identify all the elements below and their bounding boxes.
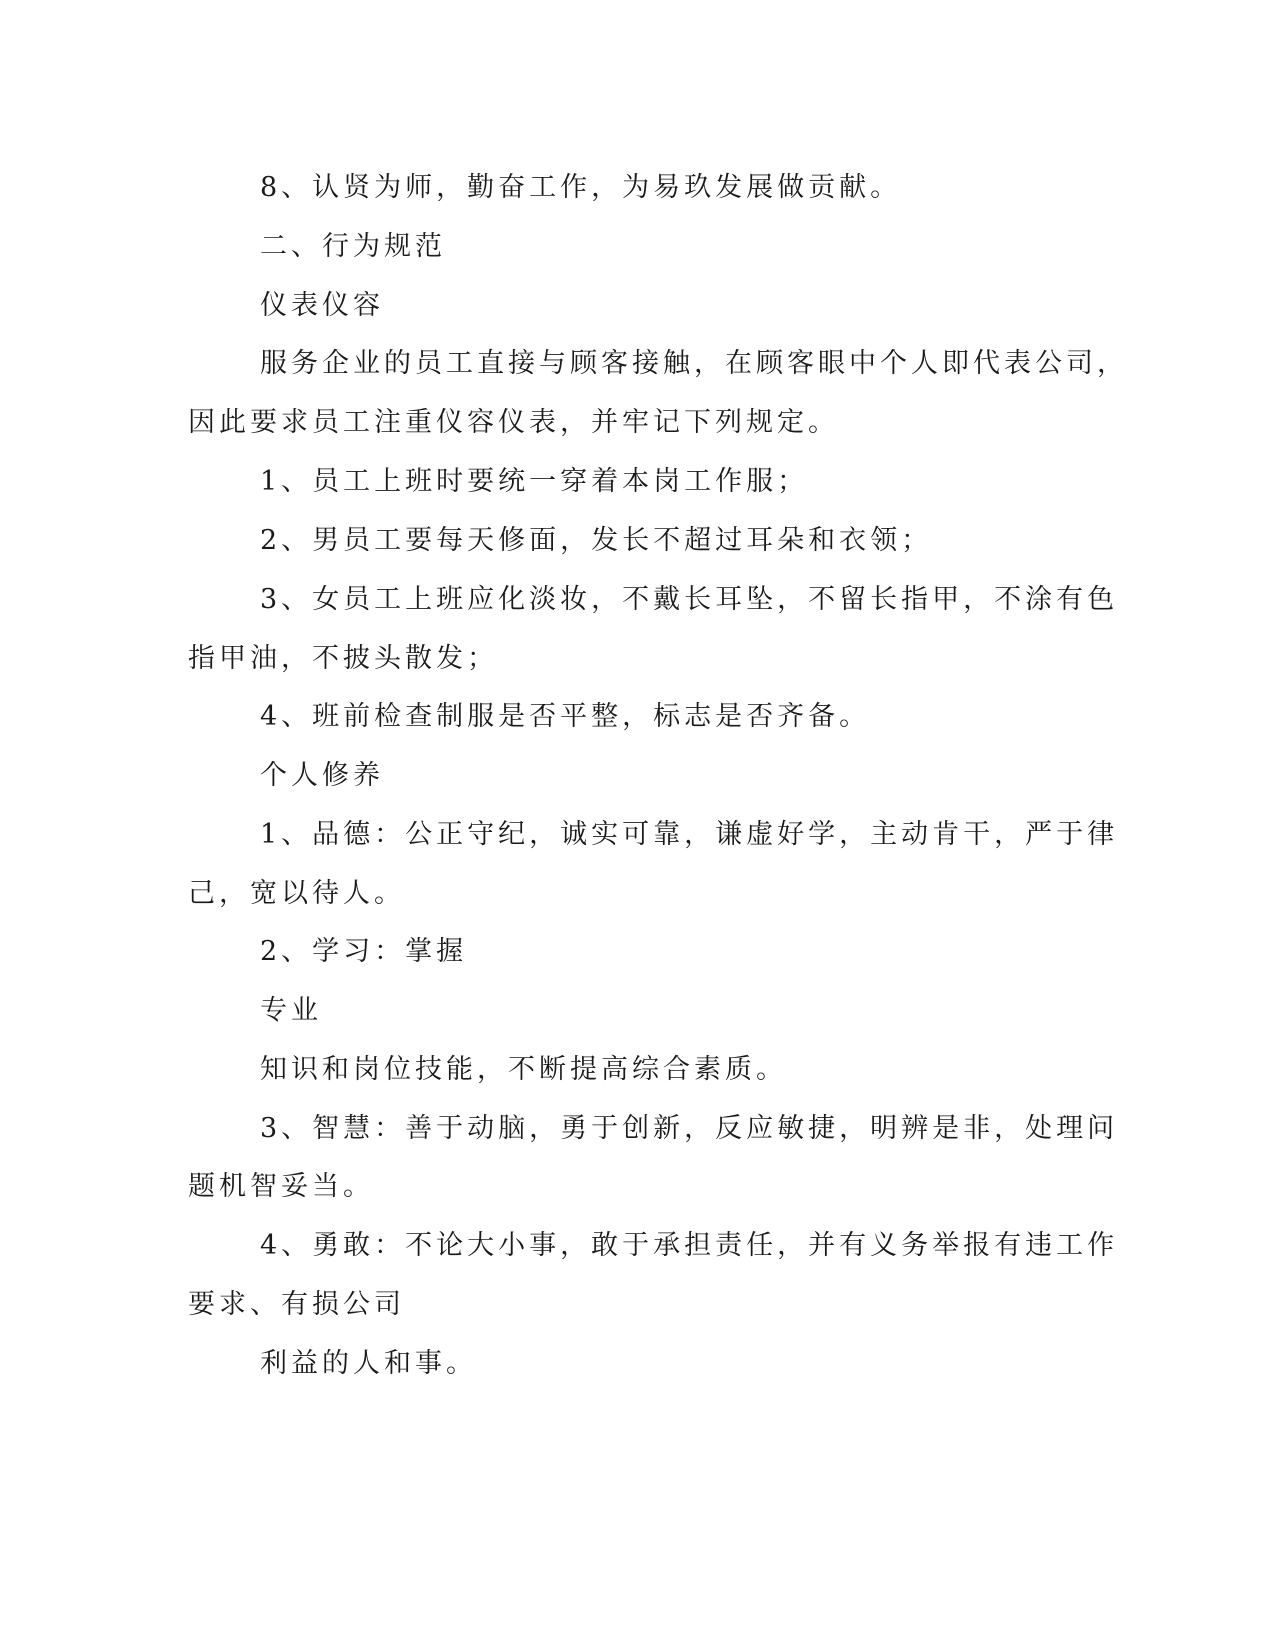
list-item: 4、班前检查制服是否平整，标志是否齐备。 (260, 701, 871, 732)
list-item: 1、品德：公正守纪，诚实可靠，谦虚好学，主动肯干，严于律 (260, 819, 1119, 850)
paragraph-line: 服务企业的员工直接与顾客接触，在顾客眼中个人即代表公司， (260, 348, 1128, 379)
subsection-heading: 个人修养 (260, 760, 384, 791)
list-item-continuation: 要求、有损公司 (188, 1289, 405, 1320)
list-item: 2、学习：掌握 (260, 936, 468, 967)
list-item: 1、员工上班时要统一穿着本岗工作服； (260, 466, 809, 497)
paragraph-line: 8、认贤为师，勤奋工作，为易玖发展做贡献。 (260, 172, 902, 203)
paragraph-line: 因此要求员工注重仪容仪表，并牢记下列规定。 (188, 407, 839, 438)
list-item: 3、智慧：善于动脑，勇于创新，反应敏捷，明辨是非，处理问 (260, 1113, 1119, 1144)
list-item-continuation: 知识和岗位技能，不断提高综合素质。 (260, 1054, 787, 1085)
list-item-continuation: 专业 (260, 995, 322, 1026)
section-heading: 二、行为规范 (260, 231, 446, 262)
list-item-continuation: 利益的人和事。 (260, 1348, 477, 1379)
list-item-continuation: 己，宽以待人。 (188, 878, 405, 909)
list-item: 2、男员工要每天修面，发长不超过耳朵和衣领； (260, 525, 933, 556)
list-item: 4、勇敢：不论大小事，敢于承担责任，并有义务举报有违工作 (260, 1230, 1119, 1261)
list-item: 3、女员工上班应化淡妆，不戴长耳坠，不留长指甲，不涂有色 (260, 584, 1119, 615)
list-item-continuation: 指甲油，不披头散发； (188, 643, 498, 674)
subsection-heading: 仪表仪容 (260, 290, 384, 321)
list-item-continuation: 题机智妥当。 (188, 1171, 374, 1202)
